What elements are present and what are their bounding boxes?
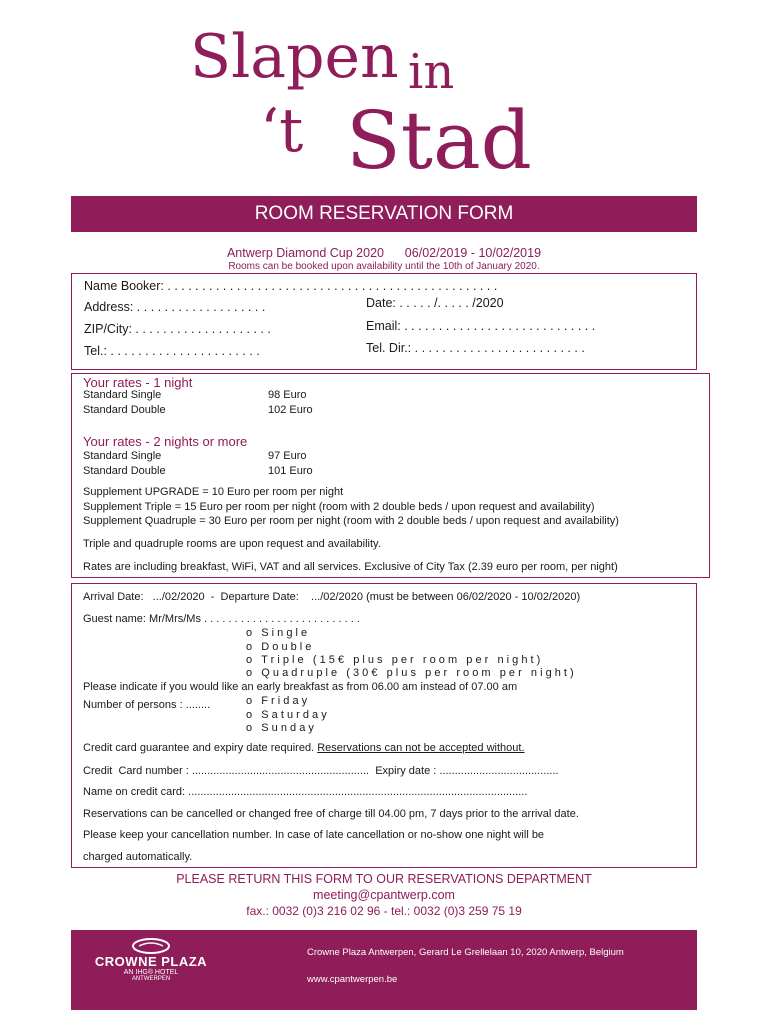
rate-price: 101 Euro: [268, 465, 313, 477]
event-line: Antwerp Diamond Cup 2020 06/02/2019 - 10/02/2019: [226, 246, 542, 260]
footer-website[interactable]: www.cpantwerpen.be: [307, 974, 398, 985]
cancel-line-1: Reservations can be cancelled or changed free of charge till 04.00 pm, 7 days prior to the arrival date.: [83, 808, 579, 820]
cc-name-field[interactable]: Name on credit card: ...............................................................................................................: [83, 786, 528, 798]
rate-row: Standard Double: [83, 404, 166, 416]
supplement-quadruple: Supplement Quadruple = 30 Euro per room per night (room with 2 double beds / upon request and availability): [83, 515, 619, 527]
logo-stad: Stad: [346, 94, 532, 187]
crown-icon: [131, 938, 171, 954]
supplement-triple: Supplement Triple = 15 Euro per room per night (room with 2 double beds / upon request and availability): [83, 501, 595, 513]
triple-note: Triple and quadruple rooms are upon request and availability.: [83, 538, 381, 550]
logo: [190, 22, 590, 187]
logo-in: in: [408, 44, 455, 100]
event-note: Rooms can be booked upon availability until the 10th of January 2020.: [228, 261, 540, 272]
footer: [71, 930, 697, 1010]
rates-1-night-title: Your rates - 1 night: [83, 375, 193, 390]
included-note: Rates are including breakfast, WiFi, VAT and all services. Exclusive of City Tax (2.39 euro per room, per night): [83, 561, 618, 573]
stay-section: [71, 583, 697, 868]
room-option-single[interactable]: o S i n g l e: [246, 627, 308, 639]
booker-section: [71, 273, 697, 370]
logo-t: ‘t: [260, 96, 304, 166]
zip-city-field[interactable]: ZIP/City: . . . . . . . . . . . . . . . . . . . .: [84, 322, 271, 336]
supplement-upgrade: Supplement UPGRADE = 10 Euro per room per night: [83, 486, 344, 498]
brand-sub: AN IHG® HOTEL: [123, 969, 179, 976]
tel-dir-field[interactable]: Tel. Dir.: . . . . . . . . . . . . . . . . . . . . . . . . .: [366, 341, 585, 355]
rate-price: 97 Euro: [268, 450, 307, 462]
day-option-sunday[interactable]: o S u n d a y: [246, 722, 314, 734]
logo-slapen: Slapen: [190, 22, 399, 92]
persons-field[interactable]: Number of persons : ........: [83, 699, 211, 711]
rate-row: Standard Single: [83, 389, 162, 401]
day-option-saturday[interactable]: o S a t u r d a y: [246, 709, 327, 721]
rates-2-nights-title: Your rates - 2 nights or more: [83, 434, 248, 449]
form-title: ROOM RESERVATION FORM: [71, 196, 697, 232]
rate-row: Standard Single: [83, 450, 162, 462]
room-option-quadruple[interactable]: o Q u a d r u p l e ( 3 0 € p l u s p e r r o o m p e r n i g h t ): [246, 667, 574, 679]
date-field[interactable]: Date: . . . . . /. . . . . /2020: [366, 296, 504, 310]
brand-city: ANTWERPEN: [131, 976, 171, 982]
rate-row: Standard Double: [83, 465, 166, 477]
cc-number-field[interactable]: Credit Card number : .......................................................... Expiry date : .......................................: [83, 765, 559, 777]
return-email[interactable]: meeting@cpantwerp.com: [313, 888, 455, 902]
room-option-double[interactable]: o D o u b l e: [246, 641, 312, 653]
breakfast-note: Please indicate if you would like an early breakfast as from 06.00 am instead of 07.00 am: [83, 681, 518, 693]
footer-address: Crowne Plaza Antwerpen, Gerard Le Grellelaan 10, 2020 Antwerp, Belgium: [307, 947, 624, 958]
name-booker-field[interactable]: Name Booker: . . . . . . . . . . . . . . . . . . . . . . . . . . . . . . . . . . . . . . . . . . . . . . . .: [84, 279, 498, 293]
cancel-line-2: Please keep your cancellation number. In case of late cancellation or no-show one night will be: [83, 829, 545, 841]
return-line: PLEASE RETURN THIS FORM TO OUR RESERVATIONS DEPARTMENT: [176, 872, 592, 886]
guest-name-field[interactable]: Guest name: Mr/Mrs/Ms . . . . . . . . . . . . . . . . . . . . . . . . . .: [83, 613, 360, 625]
tel-field[interactable]: Tel.: . . . . . . . . . . . . . . . . . . . . . .: [84, 344, 260, 358]
brand-name: CROWNE PLAZA: [94, 954, 208, 969]
day-option-friday[interactable]: o F r i d a y: [246, 695, 308, 707]
cc-warning: Reservations can not be accepted without.: [317, 742, 525, 754]
address-field[interactable]: Address: . . . . . . . . . . . . . . . . . . .: [84, 300, 266, 314]
room-option-triple[interactable]: o T r i p l e ( 1 5 € p l u s p e r r o o m p e r n i g h t ): [246, 654, 541, 666]
rate-price: 98 Euro: [268, 389, 307, 401]
rate-price: 102 Euro: [268, 404, 313, 416]
email-field[interactable]: Email: . . . . . . . . . . . . . . . . . . . . . . . . . . . .: [366, 319, 596, 333]
cancel-line-3: charged automatically.: [83, 851, 193, 863]
cc-guarantee-note: Credit card guarantee and expiry date required. Reservations can not be accepted without.: [83, 742, 525, 754]
crowne-plaza-logo: [91, 938, 211, 1002]
arrival-departure-field[interactable]: Arrival Date: .../02/2020 - Departure Date: .../02/2020 (must be between 06/02/2020 - 10/02/2020): [83, 591, 581, 603]
return-fax-tel: fax.: 0032 (0)3 216 02 96 - tel.: 0032 (0)3 259 75 19: [246, 904, 522, 918]
rates-section: [71, 373, 710, 578]
